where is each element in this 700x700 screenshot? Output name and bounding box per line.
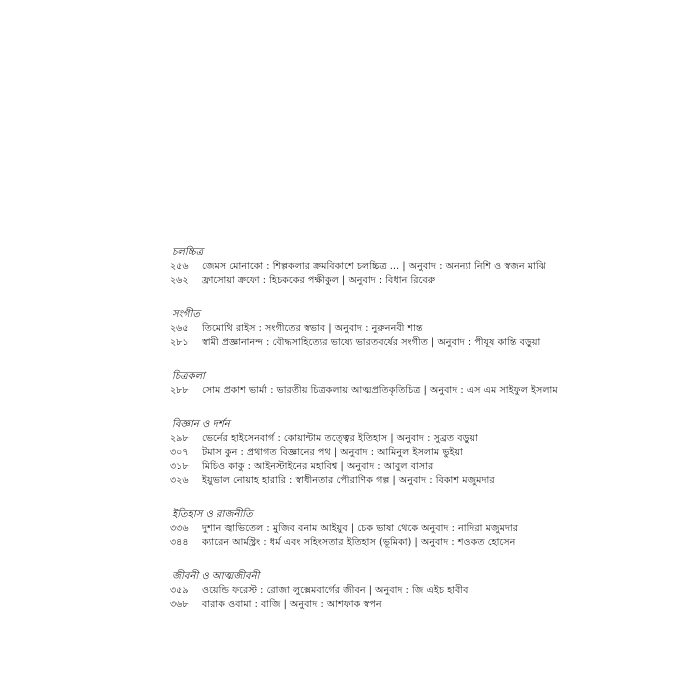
entry-title: ফ্রাসোয়া ক্রফো : হিচককের পক্ষীকুল | অনুবাদ : বিধান রিবেরু — [202, 275, 436, 286]
toc-section — [170, 246, 690, 288]
entry-title: ভের্নের হাইসেনবার্গ : কোয়ান্টাম তত্ত্বের ইতিহাস | অনুবাদ : সুব্রত বড়ুয়া — [202, 433, 478, 444]
entry-title: জেমস মোনাকো : শিল্পকলার ক্রমবিকাশে চলচ্চিত্র ... | অনুবাদ : অনন্যা নিশি ও স্বজন মাঝি — [202, 261, 546, 272]
section-title: চিত্রকলা — [172, 371, 205, 382]
entry-title: স্বামী প্রজ্ঞানানন্দ : বৌদ্ধসাহিত্যের ভাষ্যে ভারতবর্ষের সংগীত | অনুবাদ : পীযূষ কান্তি বড়ুয়া — [202, 337, 541, 348]
entry-title: বারাক ওবামা : বাজি | অনুবাদ : আশফাক স্বপন — [202, 599, 382, 610]
toc-entry — [170, 432, 690, 446]
section-title: সংগীত — [172, 309, 200, 320]
page-number: ২৯৮ — [170, 433, 189, 444]
page-number: ২৮১ — [170, 337, 189, 348]
toc-section — [170, 570, 690, 612]
page-number: ৩০৭ — [170, 447, 189, 458]
page-number: ৩১৮ — [170, 461, 189, 472]
toc-section — [170, 508, 690, 550]
page-number: ২৬২ — [170, 275, 189, 286]
page-number: ৩২৬ — [170, 475, 189, 486]
entry-title: ওয়েন্ডি ফরেস্ট : রোজা লুক্সেমবার্গের জীবন | অনুবাদ : জি এইচ হাবীব — [202, 585, 469, 596]
page-number: ৩৩৬ — [170, 523, 189, 534]
section-title: জীবনী ও আত্মজীবনী — [172, 571, 260, 582]
table-of-contents — [170, 246, 690, 632]
toc-entry — [170, 384, 690, 398]
toc-entry — [170, 260, 690, 274]
page-number: ৩৪৪ — [170, 537, 189, 548]
section-title: ইতিহাস ও রাজনীতি — [172, 509, 253, 520]
section-title: বিজ্ঞান ও দর্শন — [172, 419, 230, 430]
toc-entry — [170, 598, 690, 612]
toc-section — [170, 308, 690, 350]
toc-entry — [170, 460, 690, 474]
entry-title: সোম প্রকাশ ভার্মা : ভারতীয় চিত্রকলায় আত্মপ্রতিকৃতিচিত্র | অনুবাদ : এস এম সাইফুল ইসলাম — [202, 385, 558, 396]
section-title: চলচ্চিত্র — [172, 247, 204, 258]
toc-entry — [170, 274, 690, 288]
toc-entry — [170, 322, 690, 336]
page-number: ২৬৫ — [170, 323, 189, 334]
toc-section — [170, 370, 690, 398]
toc-entry — [170, 474, 690, 488]
entry-title: ইয়ুভাল নোয়াহ হারারি : স্বাধীনতার পৌরাণিক গল্প | অনুবাদ : বিকাশ মজুমদার — [202, 475, 495, 486]
toc-entry — [170, 522, 690, 536]
toc-entry — [170, 336, 690, 350]
toc-entry — [170, 536, 690, 550]
entry-title: দুশান জ্বাভিতেল : মুজিব বনাম আইয়ুব | চেক ভাষা থেকে অনুবাদ : নাদিরা মজুমদার — [202, 523, 519, 534]
entry-title: ক্যারেন আর্মস্ট্রং : ধর্ম এবং সহিংসতার ইতিহাস (ভূমিকা) | অনুবাদ : শওকত হোসেন — [202, 537, 516, 548]
toc-entry — [170, 446, 690, 460]
toc-entry — [170, 584, 690, 598]
entry-title: তিমোথি রাইস : সংগীতের স্বভাব | অনুবাদ : নুরুননবী শান্ত — [202, 323, 423, 334]
page-number: ৩৬৮ — [170, 599, 189, 610]
entry-title: টমাস কুন : প্রথাগত বিজ্ঞানের পথ | অনুবাদ : আমিনুল ইসলাম ভুইয়া — [202, 447, 463, 458]
entry-title: মিচিও কাকু : আইনস্টাইনের মহাবিশ্ব | অনুবাদ : আবুল বাসার — [202, 461, 434, 472]
page-number: ২৮৮ — [170, 385, 189, 396]
page-number: ৩৫৯ — [170, 585, 189, 596]
page-number: ২৫৬ — [170, 261, 189, 272]
toc-section — [170, 418, 690, 488]
